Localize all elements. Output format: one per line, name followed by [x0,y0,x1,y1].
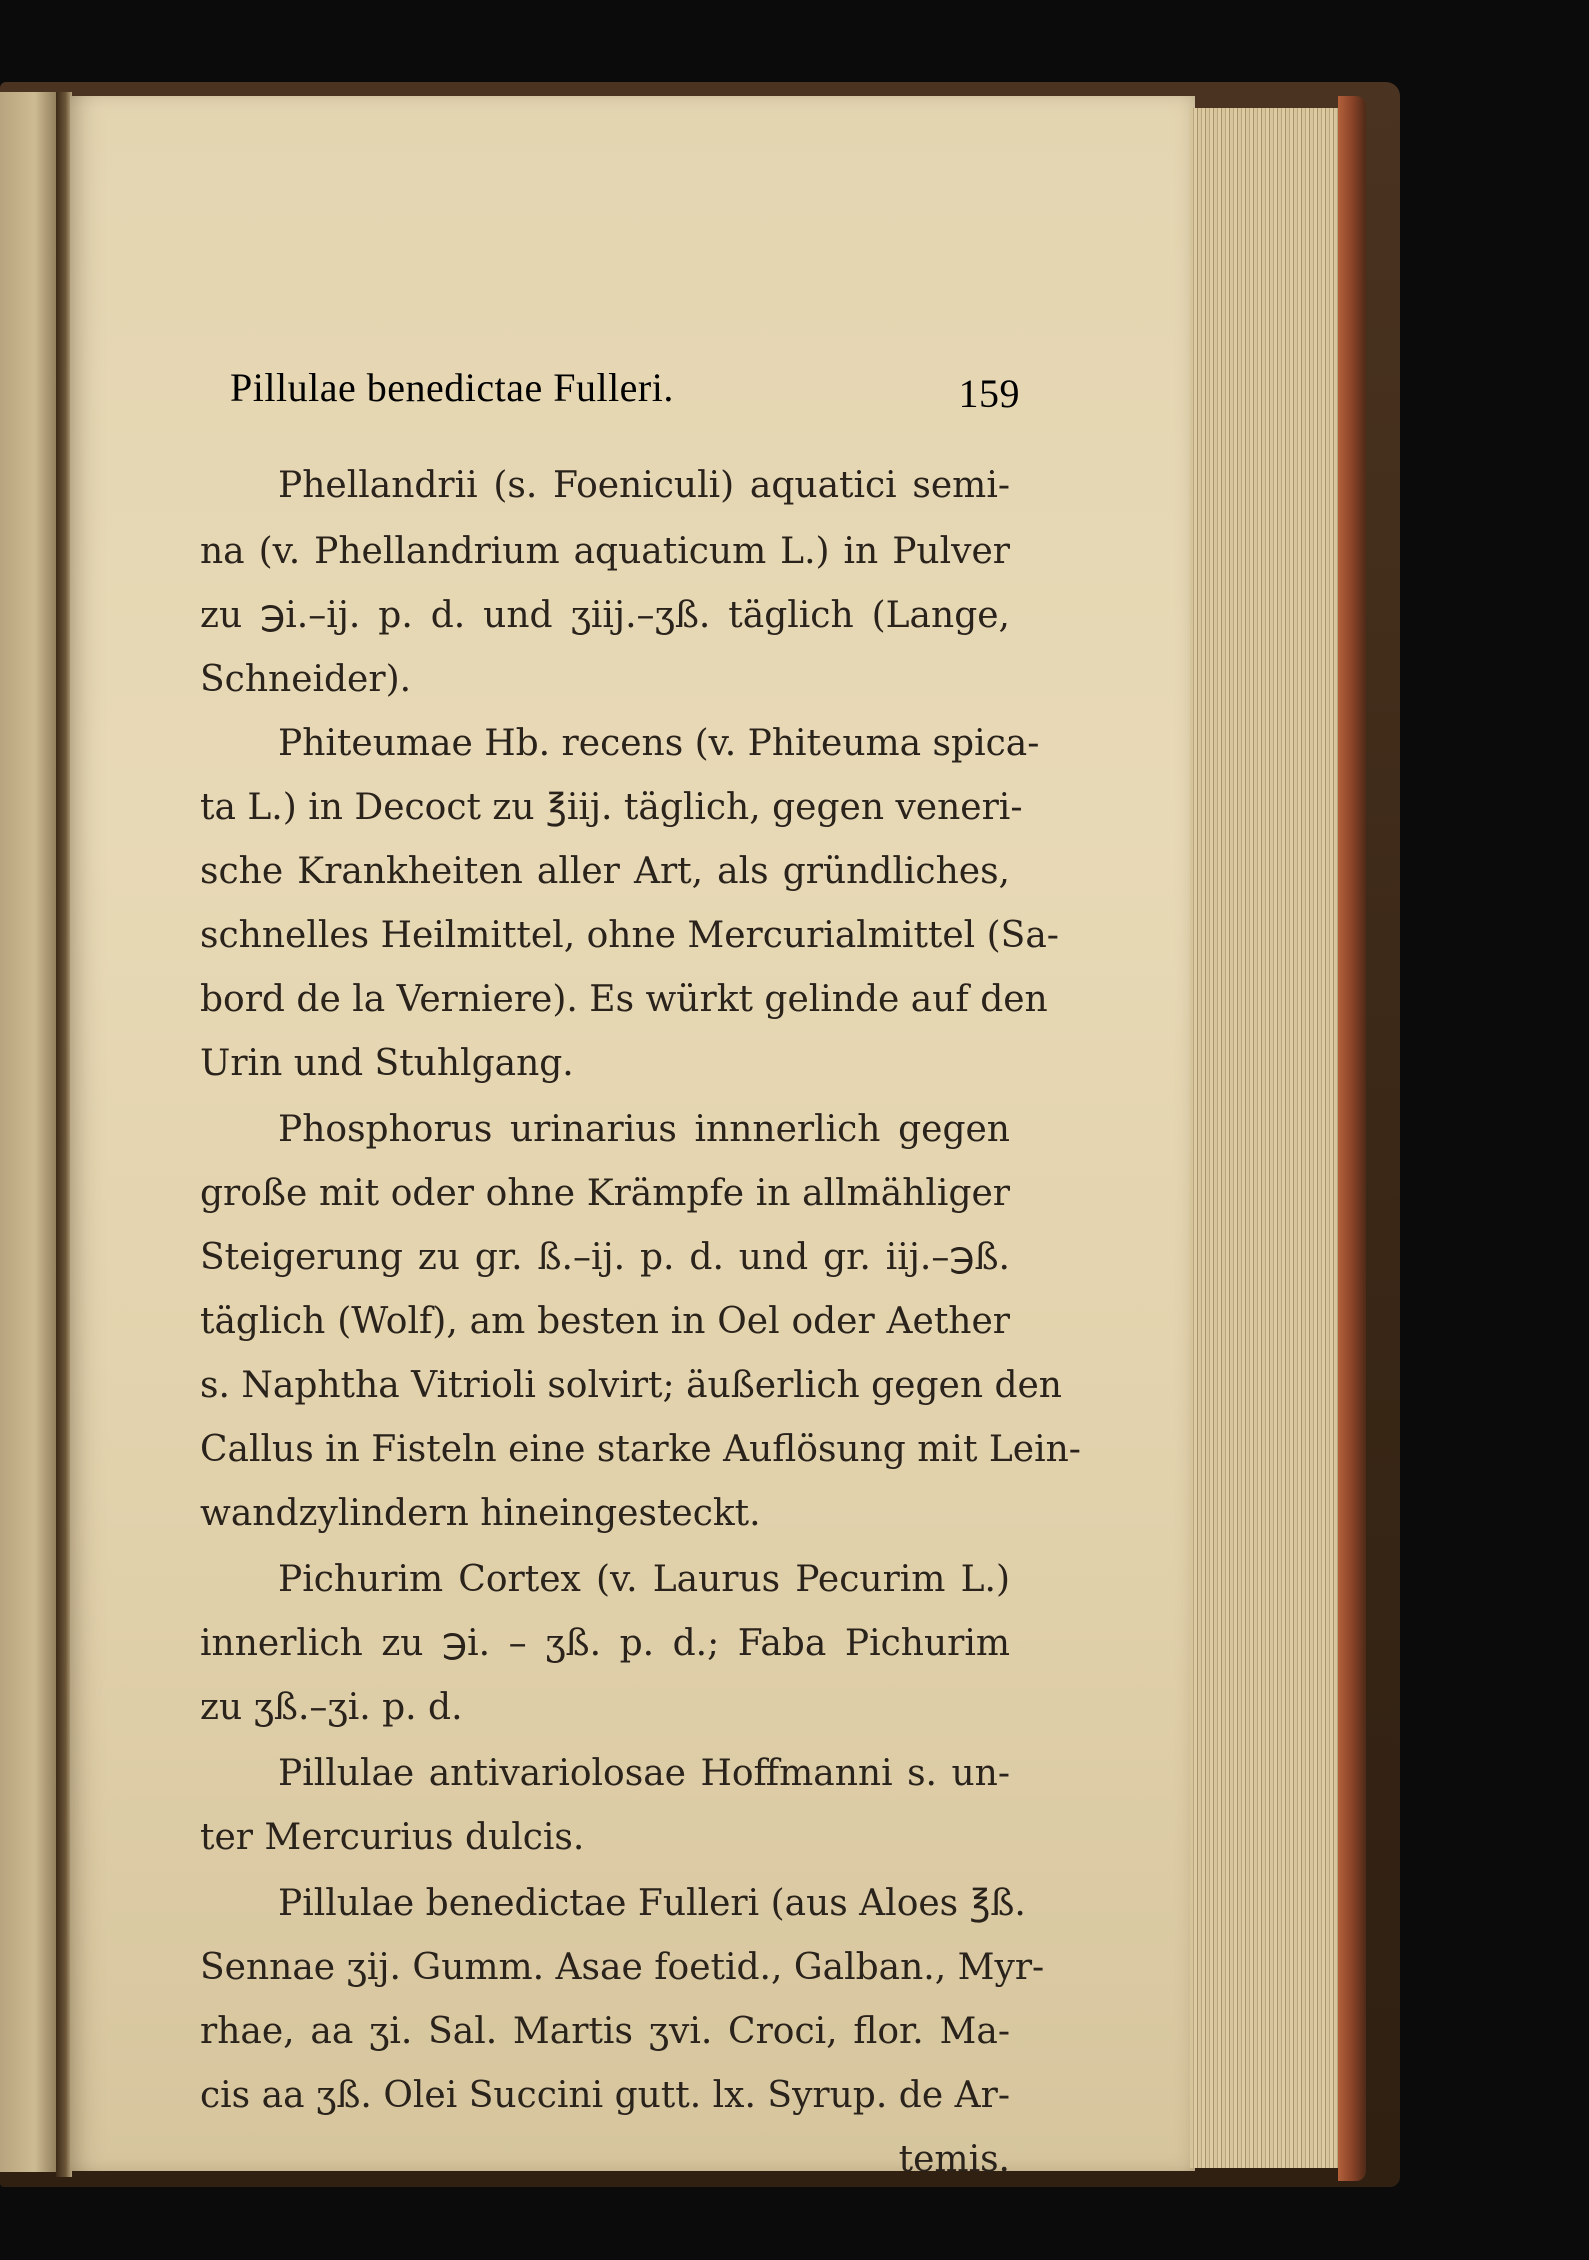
text-line: große mit oder ohne Krämpfe in allmähliger [200,1173,1010,1214]
text-line: täglich (Wolf), am besten in Oel oder Aether [200,1301,1010,1342]
text-line: wandzylindern hineingesteckt. [200,1493,761,1534]
page-block-edges [1190,108,1343,2168]
running-head [230,364,1020,416]
left-page-edge [0,92,58,2172]
text-line: Phellandrii (s. Foeniculi) aquatici semi- [278,465,1010,506]
text-line: ta L.) in Decoct zu ℥iij. täglich, gegen veneri- [200,787,1023,828]
text-line: zu ʒß.–ʒi. p. d. [200,1687,463,1728]
text-line: na (v. Phellandrium aquaticum L.) in Pulver [200,531,1010,572]
text-line: Steigerung zu gr. ß.–ij. p. d. und gr. iij.–℈ß. [200,1237,1010,1278]
text-line: sche Krankheiten aller Art, als gründliches, [200,851,1010,892]
page-number: 159 [958,371,1020,416]
text-line: zu ℈i.–ij. p. d. und ʒiij.–ʒß. täglich (Lange, [200,595,1010,636]
text-line: Callus in Fisteln eine starke Auflösung mit Lein- [200,1429,1081,1470]
text-line: Pillulae antivariolosae Hoffmanni s. un- [278,1753,1010,1794]
page [70,96,1195,2180]
text-line: cis aa ʒß. Olei Succini gutt. lx. Syrup. de Ar- [200,2075,1010,2116]
text-line: Urin und Stuhlgang. [200,1043,574,1084]
text-line: schnelles Heilmittel, ohne Mercurialmittel (Sa- [200,915,1059,956]
text-line: innerlich zu ℈i. – ʒß. p. d.; Faba Pichurim [200,1623,1010,1664]
red-edge-cover [1338,96,1366,2181]
catchword: temis. [898,2139,1010,2180]
text-line: rhae, aa ʒi. Sal. Martis ʒvi. Croci, flor. Ma- [200,2011,1010,2052]
text-line: Sennae ʒij. Gumm. Asae foetid., Galban., Myr- [200,1947,1045,1988]
text-line: Pillulae benedictae Fulleri (aus Aloes ℥ß. [278,1883,1026,1924]
running-head-title: Pillulae benedictae Fulleri. [230,365,674,410]
text-line: Schneider). [200,659,412,700]
text-line: bord de la Verniere). Es würkt gelinde auf den [200,979,1048,1020]
text-line: Phosphorus urinarius innnerlich gegen [278,1109,1010,1150]
text-line: Phiteumae Hb. recens (v. Phiteuma spica- [278,723,1040,764]
text-line: Pichurim Cortex (v. Laurus Pecurim L.) [278,1559,1010,1600]
text-line: s. Naphtha Vitrioli solvirt; äußerlich gegen den [200,1365,1062,1406]
text-line: ter Mercurius dulcis. [200,1817,585,1858]
